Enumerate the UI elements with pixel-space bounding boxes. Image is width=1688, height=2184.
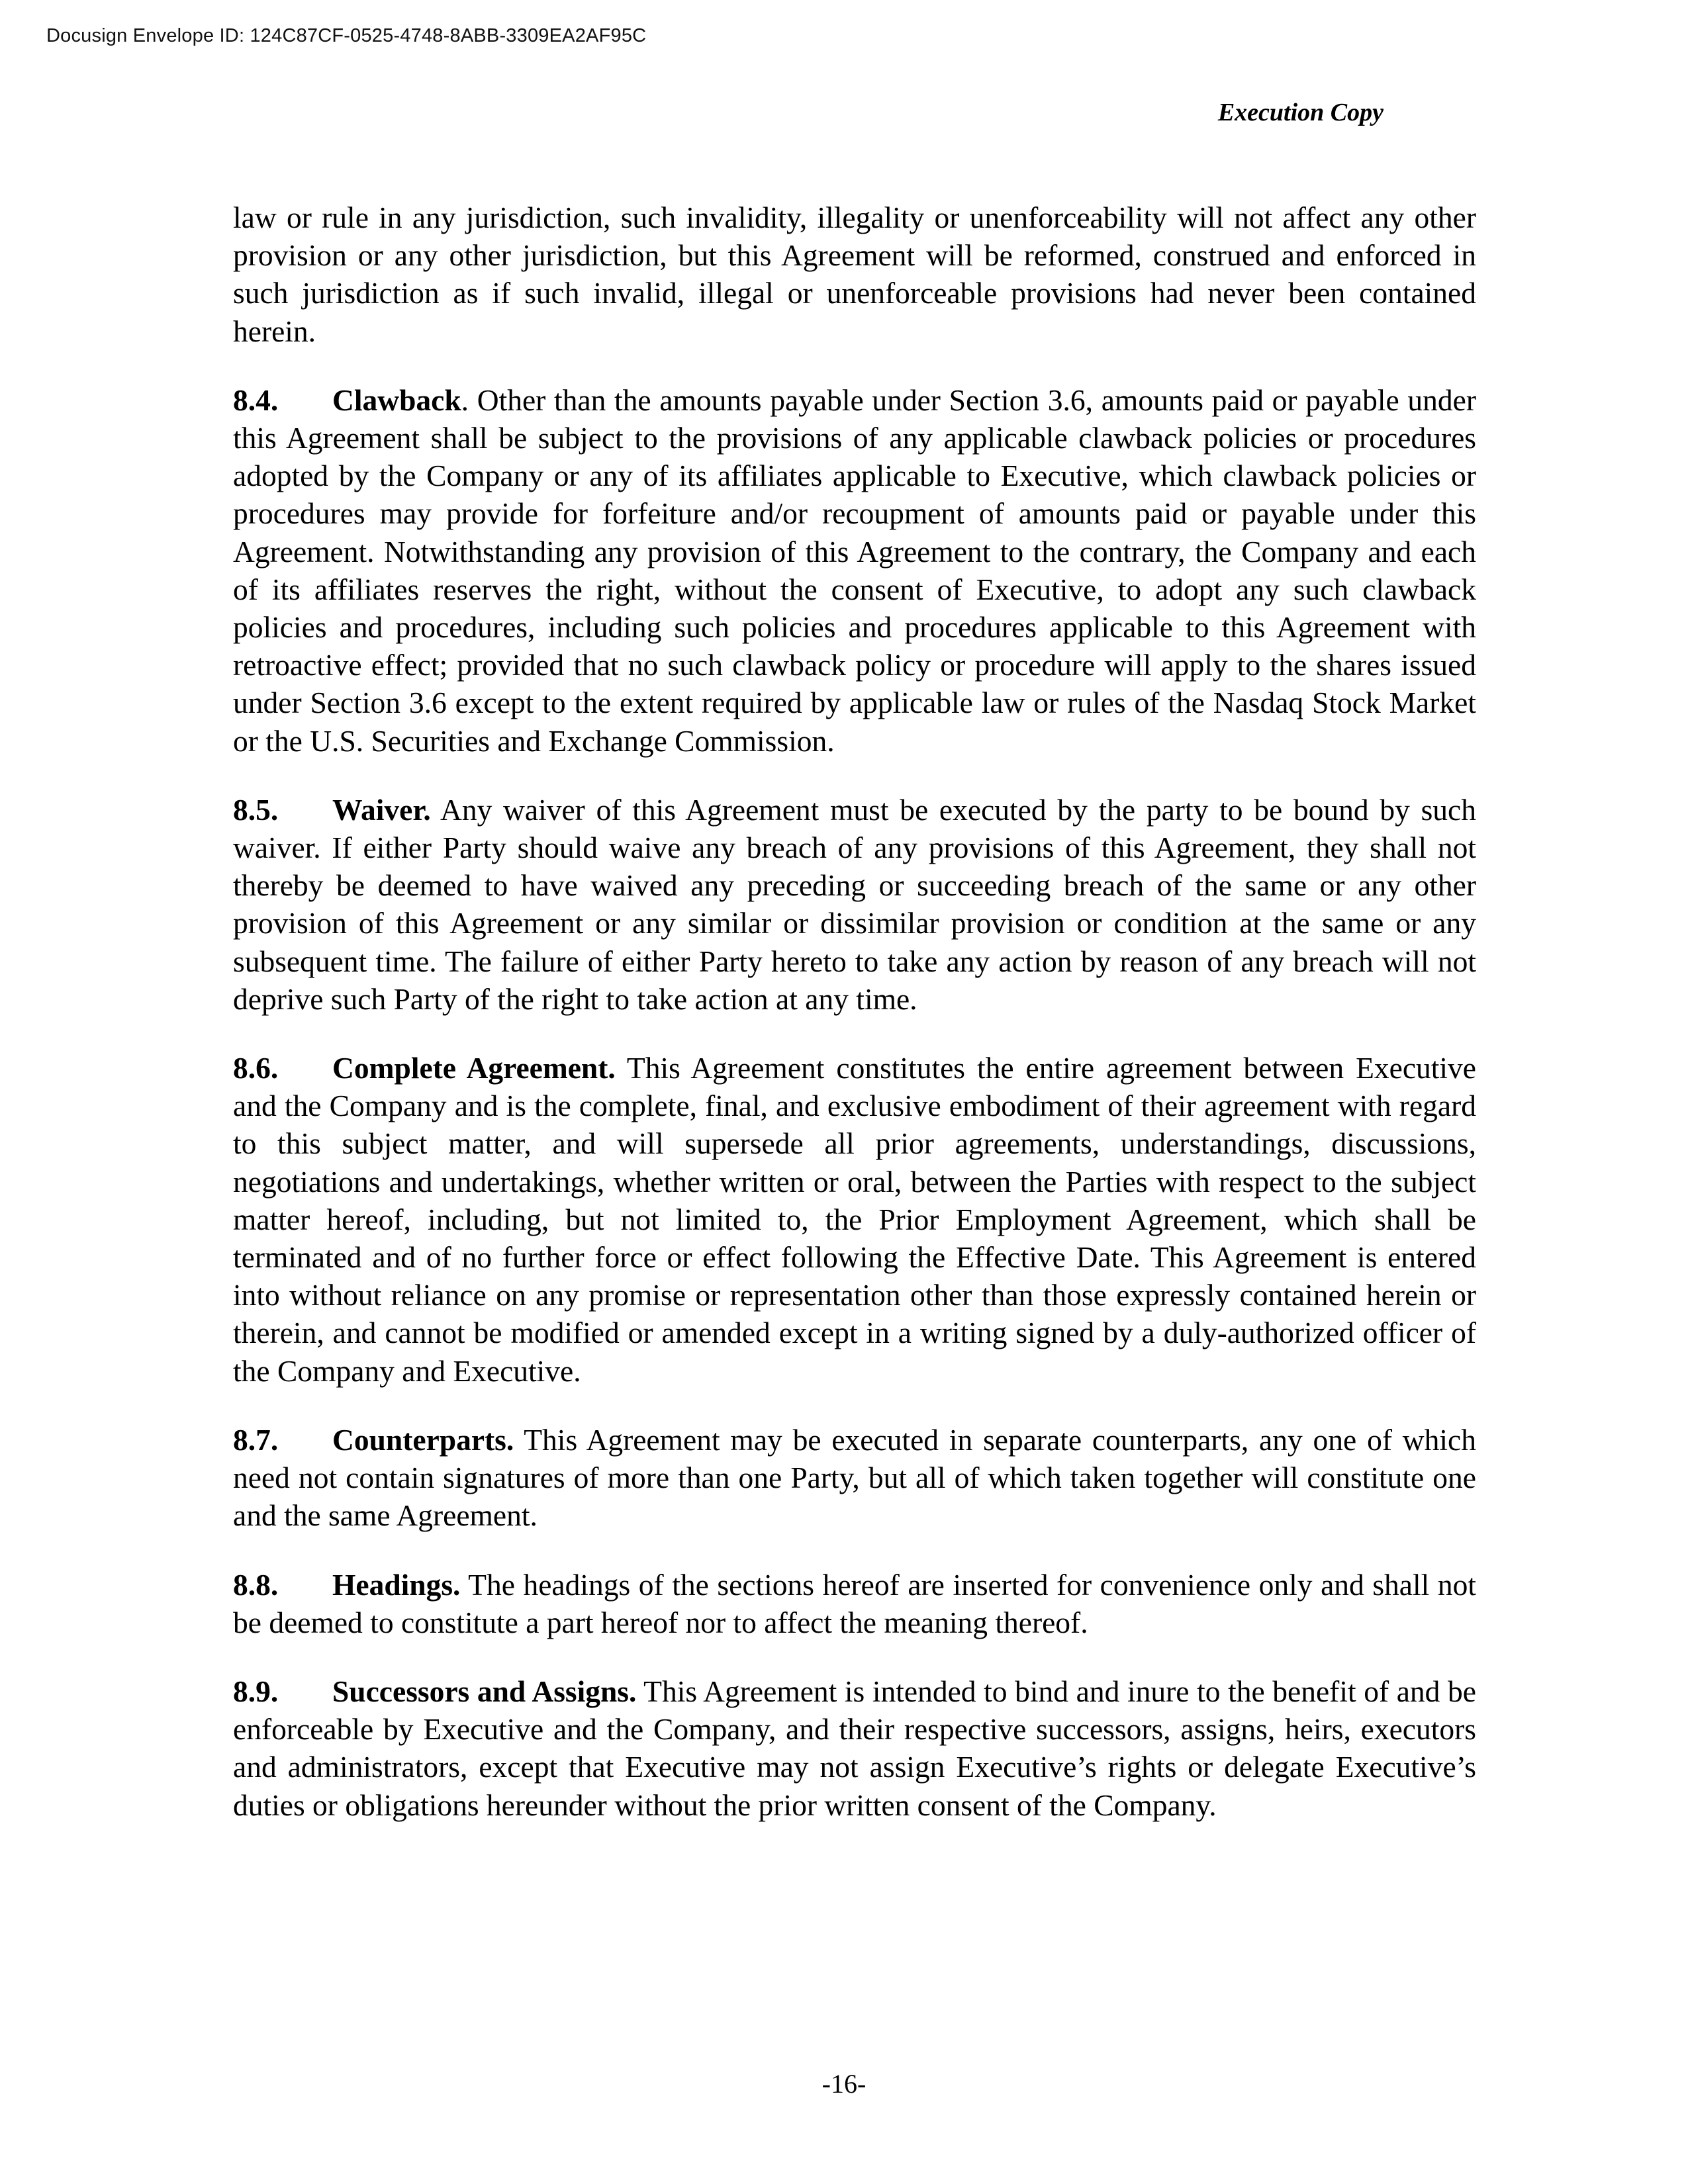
section-8-4-clawback bbox=[233, 381, 1476, 760]
paragraph-text: The headings of the sections hereof are inserted for convenience only and shall not be deemed to constitute a part hereof nor to affect the meaning thereof. bbox=[233, 1567, 1476, 1639]
section-heading: Successors and Assigns. bbox=[332, 1674, 637, 1708]
paragraph-text: This Agreement may be executed in separate counterparts, any one of which need not contain signatures of more than one Party, but all of which taken together will constitute one and the same Agreement. bbox=[233, 1422, 1476, 1533]
section-heading: Headings. bbox=[332, 1567, 461, 1602]
section-8-9-successors-assigns bbox=[233, 1672, 1476, 1824]
paragraph-text: Any waiver of this Agreement must be executed by the party to be bound by such waiver. If either Party should waive any breach of any provisions of this Agreement, they shall not thereby be deemed to have waived any preceding or succeeding breach of the same or any other provision of this Agreement or any similar or dissimilar provision or condition at the same or any subsequent time. The failure of either Party hereto to take any action by reason of any breach will not deprive such Party of the right to take action at any time. bbox=[233, 792, 1476, 1016]
section-number: 8.8. bbox=[233, 1567, 279, 1602]
section-heading: Clawback bbox=[332, 383, 461, 417]
paragraph-text: This Agreement constitutes the entire agreement between Executive and the Company and is the complete, final, and exclusive embodiment of their agreement with regard to this subject matter, and will supersede all prior agreements, understandings, discussions, negotiations and undertakings, whether written or oral, between the Parties with respect to the subject matter hereof, including, but not limited to, the Prior Employment Agreement, which shall be terminated and of no further force or effect following the Effective Date. This Agreement is entered into without reliance on any promise or representation other than those expressly contained herein or therein, and cannot be modified or amended except in a writing signed by a duly-authorized officer of the Company and Executive. bbox=[233, 1051, 1476, 1388]
section-heading: Counterparts. bbox=[332, 1422, 514, 1457]
section-number: 8.7. bbox=[233, 1422, 279, 1457]
section-heading: Waiver. bbox=[332, 792, 431, 827]
paragraph-continuation bbox=[233, 199, 1476, 350]
section-number: 8.9. bbox=[233, 1674, 279, 1708]
section-8-8-headings bbox=[233, 1566, 1476, 1641]
section-number: 8.5. bbox=[233, 792, 279, 827]
paragraph-text: law or rule in any jurisdiction, such invalidity, illegality or unenforceability will not affect any other provision or any other jurisdiction, but this Agreement will be reformed, construed and enforced in such jurisdiction as if such invalid, illegal or unenforceable provisions had never been contained herein. bbox=[233, 201, 1476, 348]
section-8-6-complete-agreement bbox=[233, 1049, 1476, 1390]
document-body bbox=[233, 199, 1476, 1855]
section-8-5-waiver bbox=[233, 791, 1476, 1018]
section-number: 8.4. bbox=[233, 383, 279, 417]
section-8-7-counterparts bbox=[233, 1421, 1476, 1535]
section-number: 8.6. bbox=[233, 1051, 279, 1085]
execution-copy-label: Execution Copy bbox=[1217, 99, 1383, 126]
envelope-id-label: Docusign Envelope ID: 124C87CF-0525-4748-8ABB-3309EA2AF95C bbox=[46, 25, 647, 46]
page-number: -16- bbox=[821, 2069, 867, 2099]
paragraph-text: This Agreement is intended to bind and inure to the benefit of and be enforceable by Executive and the Company, and their respective successors, assigns, heirs, executors and administrators, except that Executive may not assign Executive’s rights or delegate Executive’s duties or obligations hereunder without the prior written consent of the Company. bbox=[233, 1674, 1476, 1822]
paragraph-text: . Other than the amounts payable under Section 3.6, amounts paid or payable under this Agreement shall be subject to the provisions of any applicable clawback policies or procedures adopted by the Company or any of its affiliates applicable to Executive, which clawback policies or procedures may provide for forfeiture and/or recoupment of amounts paid or payable under this Agreement. Notwithstanding any provision of this Agreement to the contrary, the Company and each of its affiliates reserves the right, without the consent of Executive, to adopt any such clawback policies and procedures, including such policies and procedures applicable to this Agreement with retroactive effect; provided that no such clawback policy or procedure will apply to the shares issued under Section 3.6 except to the extent required by applicable law or rules of the Nasdaq Stock Market or the U.S. Securities and Exchange Commission. bbox=[233, 383, 1476, 758]
section-heading: Complete Agreement. bbox=[332, 1051, 616, 1085]
